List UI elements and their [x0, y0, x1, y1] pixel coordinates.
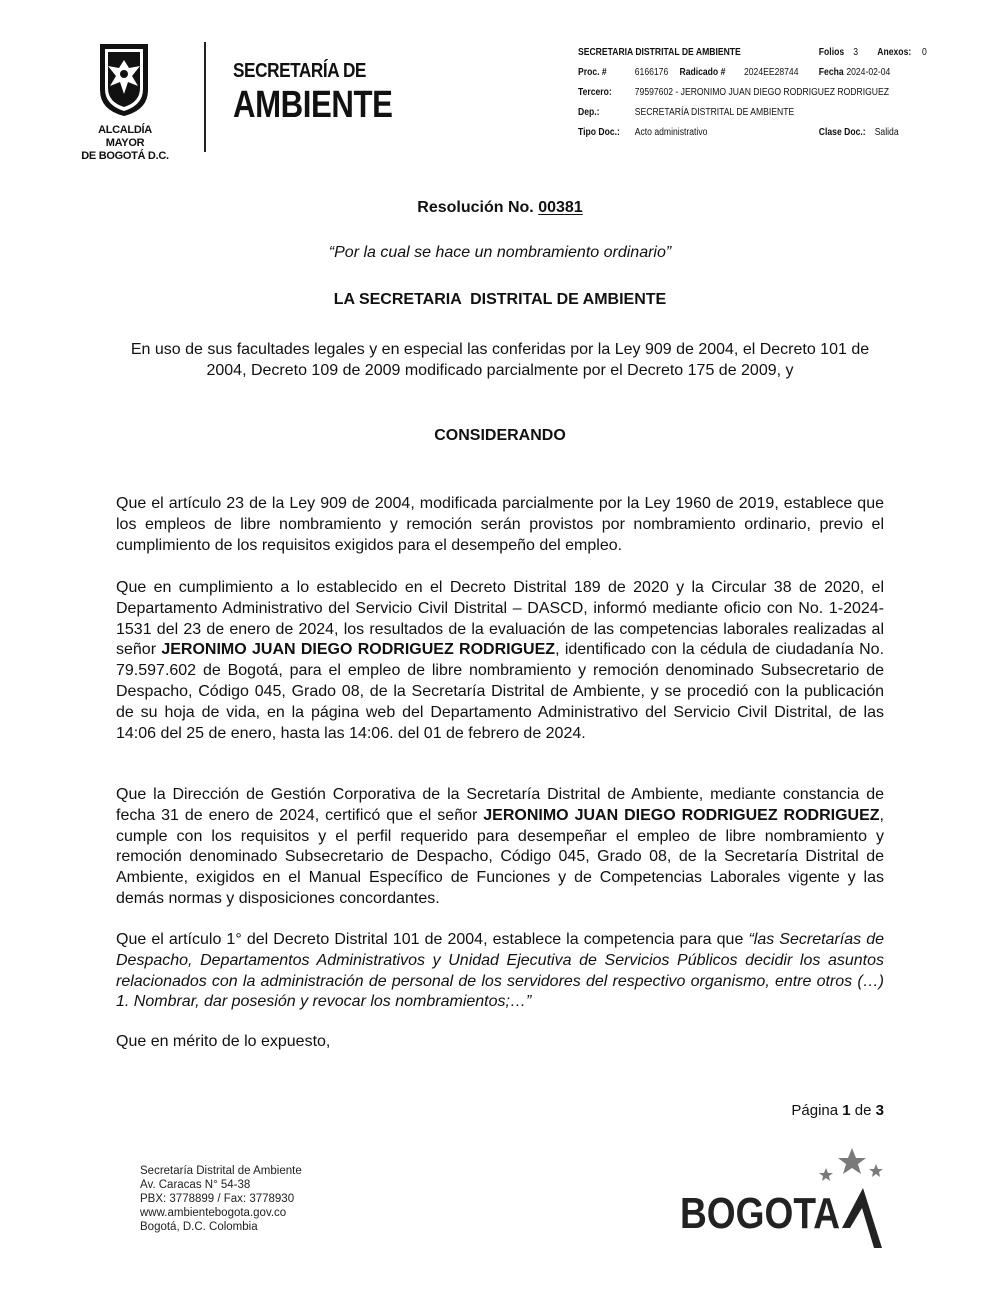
stamp-clase-value: Salida [874, 127, 899, 138]
bogota-stars-logo-icon [680, 1146, 885, 1252]
paragraph-2-text-b: , identificado con la cédula de ciudadanía No. 79.597.602 de Bogotá, para el empleo de libre nombramiento y remoción denominado Subsecretario de Despacho, Código 045, Grado 08, de la Secretaría Distrital de Ambiente, y se procedió con la publicación de su hoja de vida, en la página web del Departamento Administrativo del Servicio Civil Distrital, de las 14:06 del 25 de enero, hasta las 14:06. del 01 de febrero de 2024. [116, 641, 885, 742]
stamp-clase-label: Clase Doc.: [818, 127, 866, 138]
footer-line-city: Bogotá, D.C. Colombia [140, 1221, 258, 1233]
page-number [791, 1102, 884, 1119]
resolution-number: 00381 [538, 199, 583, 216]
stamp-row-proc [578, 63, 939, 83]
stamp-entity: SECRETARIA DISTRITAL DE AMBIENTE [578, 47, 741, 58]
alcaldia-line-1: ALCALDÍA MAYOR [98, 124, 152, 149]
stamp-folios-label: Folios [818, 47, 845, 58]
alcaldia-logo-text [80, 124, 170, 163]
stamp-proc-label: Proc. # [578, 67, 607, 78]
paragraph-3-text-a: Que la Dirección de Gestión Corporativa de la Secretaría Distrital de Ambiente, mediante constancia de fecha 31 de enero de 2024, certificó que el señor [116, 786, 884, 824]
filing-stamp [578, 43, 939, 143]
page-number-prefix: Página [791, 1102, 843, 1119]
paragraph-5: Que en mérito de lo expuesto, [116, 1033, 331, 1050]
stamp-tipo-label: Tipo Doc.: [578, 127, 620, 138]
resolution-title-prefix: Resolución No. [417, 199, 539, 216]
stamp-radicado-value: 2024EE28744 [743, 67, 799, 78]
alcaldia-line-2: DE BOGOTÁ D.C. [81, 150, 169, 162]
paragraph-2-person-name: JERONIMO JUAN DIEGO RODRIGUEZ RODRIGUEZ [161, 641, 556, 659]
footer-line-entity: Secretaría Distrital de Ambiente [140, 1165, 302, 1177]
stamp-fecha-label: Fecha [818, 67, 844, 78]
paragraph-3 [116, 785, 884, 910]
paragraph-4-text: Que el artículo 1° del Decreto Distrital 101 de 2004, establece la competencia para que [116, 931, 749, 948]
resolution-subtitle: “Por la cual se hace un nombramiento ordinario” [328, 244, 672, 261]
stamp-anexos-label: Anexos: [877, 47, 912, 58]
paragraph-4-quote: “las Secretarías de Despacho, Departamentos Administrativos y Unidad Ejecutiva de Servicios Públicos decidir los asuntos relacionados con la administración de personal de los servidores del respectivo organismo, entre otros (…) 1. Nombrar, dar posesión y revocar los nombramientos;…” [116, 931, 885, 1011]
stamp-row-entity [578, 43, 939, 63]
stamp-tipo-value: Acto administrativo [634, 127, 708, 138]
paragraph-2 [116, 578, 884, 744]
stamp-dep-value: SECRETARÍA DISTRITAL DE AMBIENTE [634, 107, 795, 118]
bogota-logo-text: BOGOTA [680, 1189, 840, 1238]
page-number-separator: de [850, 1102, 876, 1119]
legal-basis-paragraph: En uso de sus facultades legales y en especial las conferidas por la Ley 909 de 2004, el Decreto 101 de 2004, Decreto 109 de 2009 modificado parcialmente por el Decreto 175 de 2009, y [130, 341, 870, 379]
considerando-heading: CONSIDERANDO [434, 427, 566, 444]
footer-line-phone: PBX: 3778899 / Fax: 3778930 [140, 1193, 295, 1205]
header-divider [204, 42, 206, 152]
issuing-authority-heading: LA SECRETARIA DISTRITAL DE AMBIENTE [333, 291, 667, 308]
page-total: 3 [875, 1102, 884, 1119]
bogota-coat-of-arms-icon [96, 40, 152, 118]
stamp-anexos-value: 0 [922, 47, 927, 58]
stamp-dep-label: Dep.: [578, 107, 600, 118]
stamp-proc-value: 6166176 [634, 67, 669, 78]
stamp-fecha-value: 2024-02-04 [846, 67, 891, 78]
resolution-title [110, 199, 890, 217]
stamp-tercero-label: Tercero: [578, 87, 612, 98]
paragraph-3-text-b: , cumple con los requisitos y el perfil requerido para desempeñar el empleo de libre nombramiento y remoción denominado Subsecretario de Despacho, Código 045, Grado 08, de la Secretaría Distrital de Ambiente, exigidos en el Manual Específico de Funciones y de Competencias Laborales vigente y las demás normas y disposiciones concordantes. [116, 806, 884, 907]
footer-line-website: www.ambientebogota.gov.co [140, 1207, 287, 1219]
stamp-row-dep [578, 103, 939, 123]
stamp-folios-value: 3 [853, 47, 858, 58]
stamp-radicado-label: Radicado # [679, 67, 726, 78]
stamp-row-tercero [578, 83, 939, 103]
footer-address [140, 1164, 302, 1234]
stamp-row-tipo [578, 123, 939, 143]
footer-line-address: Av. Caracas N° 54-38 [140, 1179, 251, 1191]
paragraph-1: Que el artículo 23 de la Ley 909 de 2004, modificada parcialmente por la Ley 1960 de 2019, establece que los empleos de libre nombramiento y remoción serán provistos por nombramiento ordinario, previo el cumplimiento de los requisitos exigidos para el desempeño del empleo. [116, 495, 884, 554]
paragraph-4 [116, 930, 884, 1013]
secretaria-logo-line-2: AMBIENTE [233, 84, 393, 126]
stamp-tercero-value: 79597602 - JERONIMO JUAN DIEGO RODRIGUEZ RODRIGUEZ [634, 87, 889, 98]
page-current: 1 [842, 1102, 851, 1119]
paragraph-3-person-name: JERONIMO JUAN DIEGO RODRIGUEZ RODRIGUEZ [483, 806, 880, 824]
secretaria-logo-line-1: SECRETARÍA DE [233, 60, 366, 82]
paragraph-2-text-a: Que en cumplimiento a lo establecido en el Decreto Distrital 189 de 2020 y la Circular 38 de 2020, el Departamento Administrativo del Servicio Civil Distrital – DASCD, informó mediante oficio con No. 1-2024-1531 del 23 de enero de 2024, los resultados de la evaluación de las competencias laborales realizadas al señor [116, 579, 884, 659]
